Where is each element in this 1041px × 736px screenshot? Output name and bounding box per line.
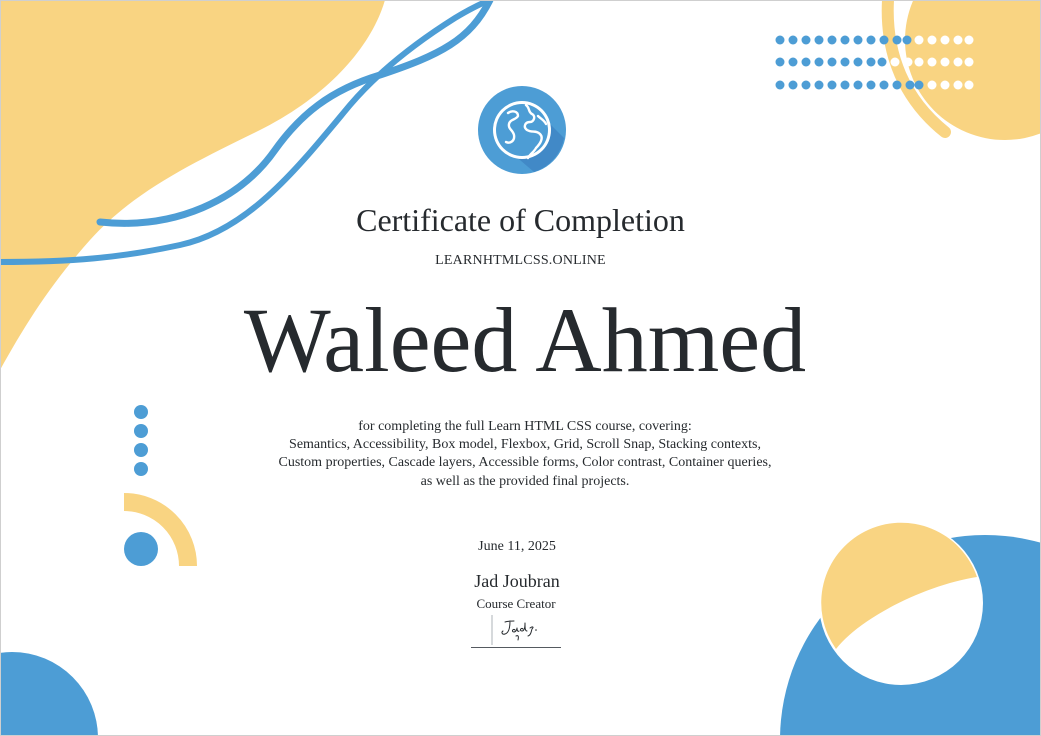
description-line: Custom properties, Cascade layers, Accessible forms, Color contrast, Container queries, [278, 455, 772, 471]
course-description [200, 418, 850, 491]
signer-name: Jad Joubran [474, 571, 560, 591]
description-line: for completing the full Learn HTML CSS course, covering: [358, 419, 692, 434]
description-line: as well as the provided final projects. [420, 473, 630, 489]
site-name: LEARNHTMLCSS.ONLINE [435, 253, 606, 268]
completion-date: June 11, 2025 [478, 539, 556, 554]
globe-icon [478, 86, 566, 174]
signer-role: Course Creator [476, 596, 556, 611]
signature-icon [491, 614, 541, 646]
bottom-left-blue-circle [0, 652, 98, 736]
signature-line [471, 647, 561, 648]
dot-grid [776, 36, 974, 90]
certificate-title: Certificate of Completion [356, 202, 685, 238]
recipient-name: Waleed Ahmed [243, 289, 807, 391]
description-line: Semantics, Accessibility, Box model, Flexbox, Grid, Scroll Snap, Stacking contexts, [289, 437, 761, 453]
left-vertical-dots [134, 405, 148, 476]
